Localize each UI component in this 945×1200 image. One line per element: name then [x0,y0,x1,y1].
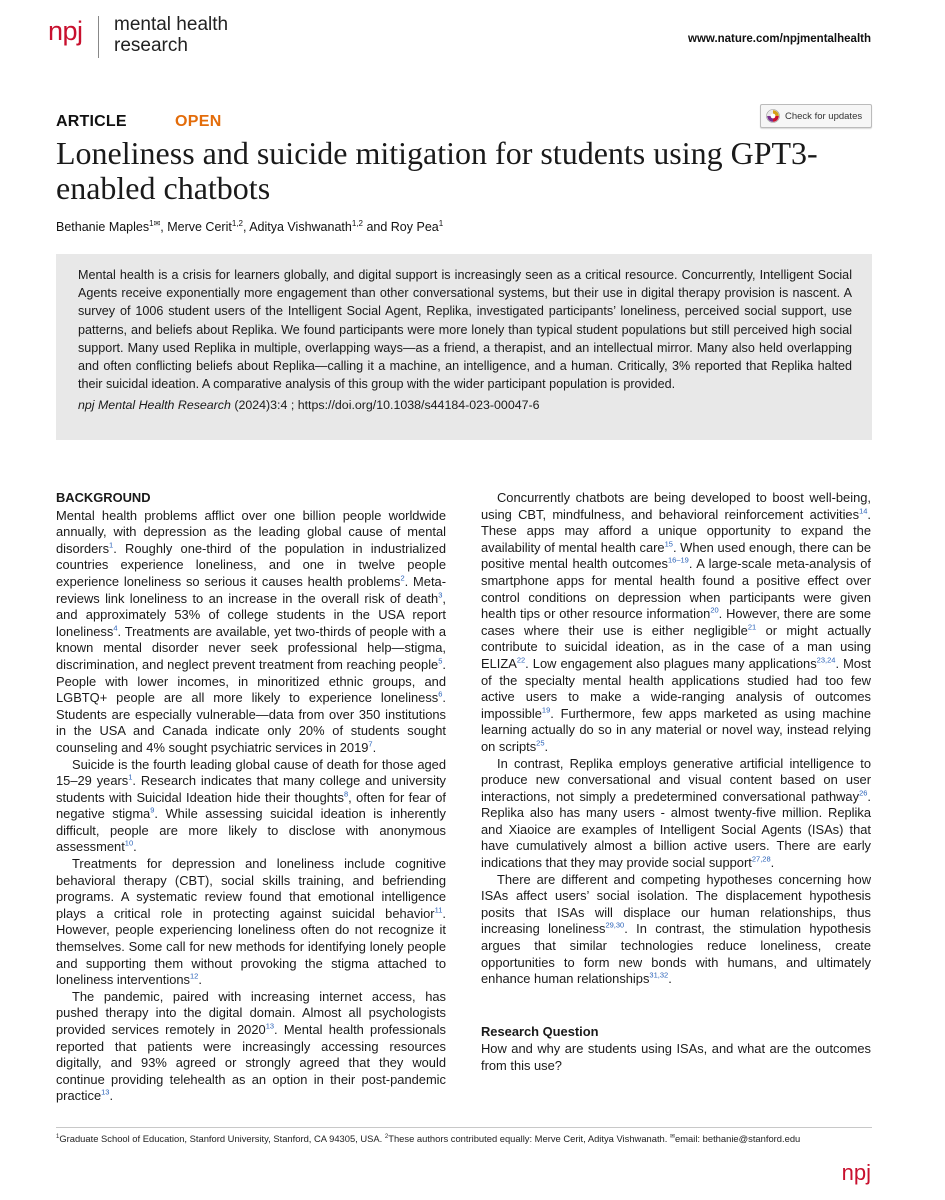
reference-link[interactable]: 23,24 [816,655,836,665]
author-list: Bethanie Maples$^{1✉}$, Merve Cerit$^{1,2}$, Aditya Vishwanath$^{1,2}$ and Roy Pea$^1$ [56,219,444,235]
reference-link[interactable]: 1 [109,540,114,550]
body-paragraph: How and why are students using ISAs, and what are the outcomes from this use? [481,1041,871,1073]
reference-link[interactable]: 31,32 [649,970,669,980]
body-paragraph: There are different and competing hypotheses concerning how ISAs affect users’ social isolation. The displacement hypothesis posits that ISAs will displace our human relationships, thus increasing loneliness$^{29,30}$. In contrast, the stimulation hypothesis argues that similar technologies reduce loneliness, create opportunities to form new bonds with humans, and ultimately enhance human relationships$^{31,32}$. [481,871,871,987]
affiliation-text: Graduate School of Education, Stanford University, Stanford, CA 94305, USA. [59,1133,383,1145]
footnote-divider [56,1127,872,1128]
author-name[interactable]: Merve Cerit [167,220,232,235]
email-link[interactable]: email: bethanie@stanford.edu [675,1133,801,1145]
reference-link[interactable]: 21 [747,622,757,632]
reference-link[interactable]: 13 [265,1021,275,1031]
author-affiliation-mark: 1,2 [351,219,363,228]
background-heading: BACKGROUND [56,490,151,505]
author-name[interactable]: Bethanie Maples [56,220,150,235]
author-name[interactable]: Roy Pea [390,220,439,235]
research-question-heading: Research Question [481,1023,599,1039]
footnote-mark: 1 [56,1134,60,1140]
reference-link[interactable]: 8 [343,789,349,799]
right-column [481,490,871,1075]
check-for-updates-label: Check for updates [785,110,863,122]
citation-journal: npj Mental Health Research [78,398,231,413]
reference-link[interactable]: 27,28 [751,854,771,864]
reference-link[interactable]: 5 [438,656,443,666]
journal-logo[interactable]: npj [48,16,83,46]
reference-link[interactable]: 22 [516,655,526,665]
open-access-badge: OPEN [175,113,222,130]
reference-link[interactable]: 26 [859,788,868,798]
reference-link[interactable]: 20 [710,605,719,615]
equal-contribution-text: These authors contributed equally: Merve Cerit, Aditya Vishwanath. [388,1133,668,1145]
logo-divider [98,16,99,58]
reference-link[interactable]: 4 [113,623,118,633]
email-mark: ✉ [670,1134,676,1140]
reference-link[interactable]: 19 [541,705,551,715]
check-for-updates-button[interactable] [760,104,872,128]
body-paragraph: Concurrently chatbots are being developed to boost well-being, using CBT, mindfulness, and behavioral reinforcement activities$^{14}$. These apps may afford a unique opportunity to expand the availability of mental health care$^{15}$. When used enough, there can be positive mental health outcomes$^{16-19}$. A large-scale meta-analysis of smartphone apps for mental health found a positive effect over control conditions on depression when participants were given health tips or other resource information$^{20}$. However, there are some cases where their use is either negligible$^{21}$ or might actually contribute to suicidal ideation, as in the case of a man using ELIZA$^{22}$. Low engagement also plagues many applications$^{23,24}$. Most of the specialty mental health applications studied had too few active users to make a wide-ranging analysis of outcomes impossible$^{19}$. Furthermore, few apps marketed as using machine learning actually do so in any material or novel way, instead relying on scripts$^{25}$. [481,490,872,754]
abstract-box [56,254,872,440]
reference-link[interactable]: 9 [150,805,155,815]
author-name[interactable]: Aditya Vishwanath [249,220,352,235]
reference-link[interactable]: 10 [124,839,134,849]
check-for-updates-icon [766,109,780,123]
body-paragraph: Suicide is the fourth leading global cause of death for those aged 15–29 years$^1$. Research indicates that many college and university students with Suicidal Ideation hide their thoughts$^8$, often for fear of negative stigma$^9$. While assessing suicidal ideation is inherently difficult, people are more likely to disclose with anonymous assessment$^{10}$. [56,756,446,855]
reference-link[interactable]: 29,30 [605,921,625,931]
reference-link[interactable]: 12 [190,971,199,981]
reference-link[interactable]: 3 [438,590,443,600]
article-title: Loneliness and suicide mitigation for students using GPT3-enabled chatbots [56,135,818,206]
citation-line [78,398,852,412]
reference-link[interactable]: 25 [536,738,545,748]
reference-link[interactable]: 6 [438,689,443,699]
journal-name-line1: mental health [114,14,229,35]
body-paragraph: The pandemic, paired with increasing internet access, has pushed therapy into the digital domain. Almost all psychologists provided services remotely in 2020$^{13}$. Mental health professionals reported that patients were increasingly accessing resources digitally, and 93% agreed or strongly agreed that they would continue providing telehealth as an option in their post-pandemic practice$^{13}$. [56,988,446,1104]
journal-url-link[interactable]: www.nature.com/npjmentalhealth [688,33,871,45]
journal-name-line2: research [114,35,188,56]
body-paragraph: In contrast, Replika employs generative artificial intelligence to produce new conversational and visual content based on user interactions, not simply a predetermined conversational pathway$^{26}$. Replika also has many users - almost twenty-five million. Replika and Xiaoice are examples of Intelligent Social Agents (ISAs) that have cumulatively almost a billion active users. There are early indications that they may provide social support$^{27,28}$. [481,755,871,871]
author-affiliation-mark: 1 [438,219,444,228]
reference-link[interactable]: 13 [101,1088,110,1098]
citation-doi-link[interactable]: (2024)3:4 ; https://doi.org/10.1038/s44184-023-00047-6 [230,398,540,413]
reference-link[interactable]: 1 [128,772,133,782]
author-affiliation-mark: 1,2 [231,219,243,228]
reference-link[interactable]: 11 [434,905,443,915]
abstract-text: Mental health is a crisis for learners globally, and digital support is increasingly seen as a critical resource. Concurrently, Intelligent Social Agents receive exponentially more engagement than other conversational systems, but their use in digital therapy provision is nascent. A survey of 1006 student users of the Intelligent Social Agent, Replika, investigated participants’ loneliness, perceived social support, use patterns, and beliefs about Replika. We found participants were more lonely than typical student populations but still perceived high social support. Many used Replika in multiple, overlapping ways—as a friend, a therapist, and an intellectual mirror. Many also held overlapping and often conflicting beliefs about Replika—calling it a machine, an intelligence, and a human. Critically, 3% reported that Replika halted their suicidal ideation. A comparative analysis of this group with the wider participant population is provided. [78,268,852,392]
reference-link[interactable]: 15 [664,539,673,549]
reference-link[interactable]: 14 [859,506,868,516]
footer-logo: npj [841,1160,871,1185]
reference-link[interactable]: 16–19 [667,556,689,566]
journal-name[interactable] [114,14,228,56]
reference-link[interactable]: 2 [400,573,405,583]
body-paragraph: Treatments for depression and loneliness include cognitive behavioral therapy (CBT), social skills training, and befriending programs. A systematic review found that emotional intelligence plays a critical role in protecting against suicidal behavior$^{11}$. However, people experiencing loneliness often do not recognize it themselves. Some call for new methods for identifying lonely people and supporting them without provoking the stigma attached to loneliness interventions$^{12}$. [56,856,446,988]
affiliation-footnote [56,1133,800,1144]
footnote-mark: 2 [384,1134,389,1140]
reference-link[interactable]: 7 [368,739,373,749]
left-column [56,490,446,1105]
author-affiliation-mark: 1✉ [149,219,161,228]
article-type-label: ARTICLE [56,113,127,130]
body-paragraph: Mental health problems afflict over one billion people worldwide annually, with depression as the leading global cause of mental disorders$^1$. Roughly one-third of the population in industrialized countries experience loneliness, and one in twelve people experience loneliness so serious it causes health problems$^2$. Meta-reviews link loneliness to an increase in the overall risk of death$^3$, and approximately 53% of college students in the USA report loneliness$^4$. Treatments are available, yet two-thirds of people with a known mental disorder never seek professional help—stigma, discrimination, and neglect prevent treatment from reaching people$^5$. People with lower incomes, in minoritized ethnic groups, and LGBTQ+ people are all more likely to experience loneliness$^6$. Students are especially vulnerable—data from over 350 institutions in the USA and Canada indicate only 20% of students sought counseling and 4% sought psychiatric services in 2019$^7$. [56,507,446,755]
